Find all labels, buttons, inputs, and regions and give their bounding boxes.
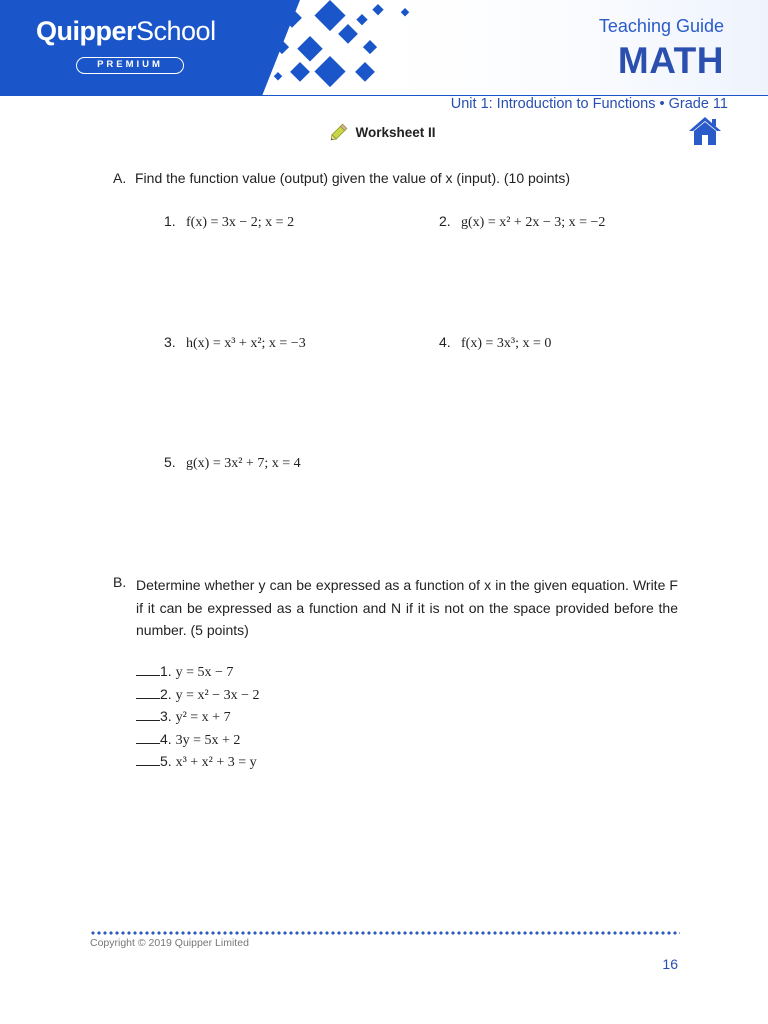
question-number: 5. — [164, 454, 176, 470]
question-number: 3. — [164, 334, 176, 350]
section-a-text: Find the function value (output) given the value of x (input). (10 points) — [135, 170, 571, 186]
worksheet-title — [328, 121, 435, 143]
question-number: 1. — [164, 213, 176, 229]
answer-blank[interactable] — [136, 684, 160, 699]
pencil-icon — [328, 121, 350, 143]
question-number: 2. — [439, 213, 451, 229]
item-equation: y = 5x − 7 — [175, 665, 234, 680]
item-number: 4. — [160, 730, 172, 747]
subject-title: MATH — [617, 40, 724, 81]
item-equation: 3y = 5x + 2 — [175, 732, 241, 748]
section-a-instruction — [113, 170, 570, 186]
item-number: 2. — [160, 685, 172, 702]
section-b-instruction: Determine whether y can be expressed as a function of x in the given equation. Write F if it can be expressed as a function and N if it is not on the space provided before the number. (5 points) — [136, 577, 678, 638]
brand-name-regular: School — [136, 16, 216, 46]
item-equation: x³ + x² + 3 = y — [175, 755, 257, 770]
item-equation: y² = x + 7 — [175, 710, 231, 725]
page-number: 16 — [662, 956, 678, 972]
section-letter: A. — [113, 170, 127, 186]
list-item — [136, 683, 259, 706]
answer-blank[interactable] — [136, 706, 160, 721]
answer-blank[interactable] — [136, 729, 160, 744]
premium-badge: PREMIUM — [76, 57, 184, 74]
section-b-list — [136, 660, 259, 773]
question-a3 — [164, 334, 306, 352]
home-icon[interactable] — [688, 115, 722, 147]
document-type: Teaching Guide — [598, 16, 724, 36]
brand-logo — [36, 16, 216, 47]
answer-blank[interactable] — [136, 661, 160, 676]
item-number: 1. — [160, 663, 172, 679]
page-header — [0, 0, 768, 96]
question-a2 — [439, 213, 605, 231]
worksheet-label: Worksheet II — [355, 124, 436, 140]
unit-breadcrumb: Unit 1: Introduction to Functions • Grade 11 — [450, 96, 728, 112]
item-number: 3. — [160, 708, 172, 724]
footer-dotted-divider — [90, 931, 680, 935]
item-equation: y = x² − 3x − 2 — [175, 687, 260, 703]
section-letter: B. — [113, 574, 127, 590]
question-a5 — [164, 454, 301, 472]
item-number: 5. — [160, 753, 172, 769]
answer-blank[interactable] — [136, 751, 160, 766]
list-item — [136, 728, 259, 751]
list-item — [136, 750, 259, 773]
question-a4 — [439, 334, 551, 352]
question-expression: g(x) = x² + 2x − 3; x = −2 — [461, 215, 606, 230]
brand-name-bold: Quipper — [36, 16, 137, 46]
question-number: 4. — [439, 334, 451, 350]
question-expression: h(x) = x³ + x²; x = −3 — [186, 336, 306, 351]
question-expression: f(x) = 3x³; x = 0 — [461, 336, 552, 351]
question-expression: f(x) = 3x − 2; x = 2 — [186, 215, 295, 230]
question-expression: g(x) = 3x² + 7; x = 4 — [186, 456, 301, 471]
list-item — [136, 705, 259, 728]
list-item — [136, 660, 259, 683]
question-a1 — [164, 213, 294, 231]
copyright-notice: Copyright © 2019 Quipper Limited — [90, 937, 249, 949]
